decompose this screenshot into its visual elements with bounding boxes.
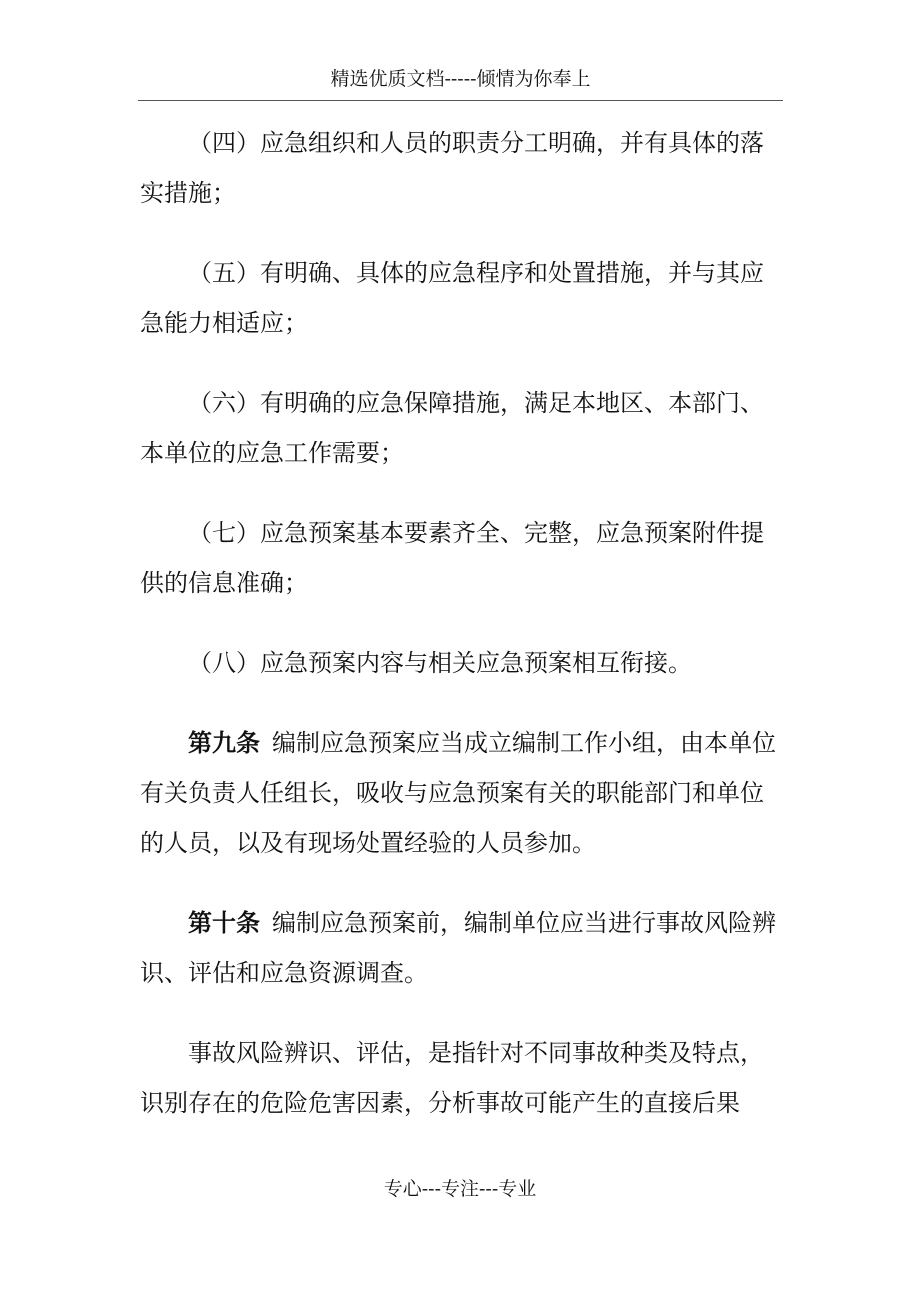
article-10 <box>140 898 780 998</box>
article-10-text: 编制应急预案前，编制单位应当进行事故风险辨识、评估和应急资源调查。 <box>140 909 776 987</box>
paragraph-item-6: （六）有明确的应急保障措施，满足本地区、本部门、本单位的应急工作需要； <box>140 389 764 467</box>
article-9-label: 第九条 <box>188 728 260 757</box>
article-9-text: 编制应急预案应当成立编制工作小组，由本单位有关负责人任组长，吸收与应急预案有关的职能部门和单位的人员，以及有现场处置经验的人员参加。 <box>140 729 776 857</box>
page-header <box>138 62 783 101</box>
page-footer <box>0 1172 920 1206</box>
paragraph-item-8: （八）应急预案内容与相关应急预案相互衔接。 <box>188 649 692 677</box>
article-9 <box>140 718 780 868</box>
paragraph-item-4: （四）应急组织和人员的职责分工明确，并有具体的落实措施； <box>140 129 764 207</box>
article-10-label: 第十条 <box>188 908 260 937</box>
paragraph-item-5: （五）有明确、具体的应急程序和处置措施，并与其应急能力相适应； <box>140 259 764 337</box>
document-body <box>140 118 780 1158</box>
footer-text: 专心---专注---专业 <box>383 1178 537 1200</box>
header-text: 精选优质文档-----倾情为你奉上 <box>330 68 591 90</box>
closing-paragraph: 事故风险辨识、评估，是指针对不同事故种类及特点，识别存在的危险危害因素，分析事故可能产生的直接后果 <box>140 1039 764 1117</box>
paragraph-item-7: （七）应急预案基本要素齐全、完整，应急预案附件提供的信息准确； <box>140 519 764 597</box>
